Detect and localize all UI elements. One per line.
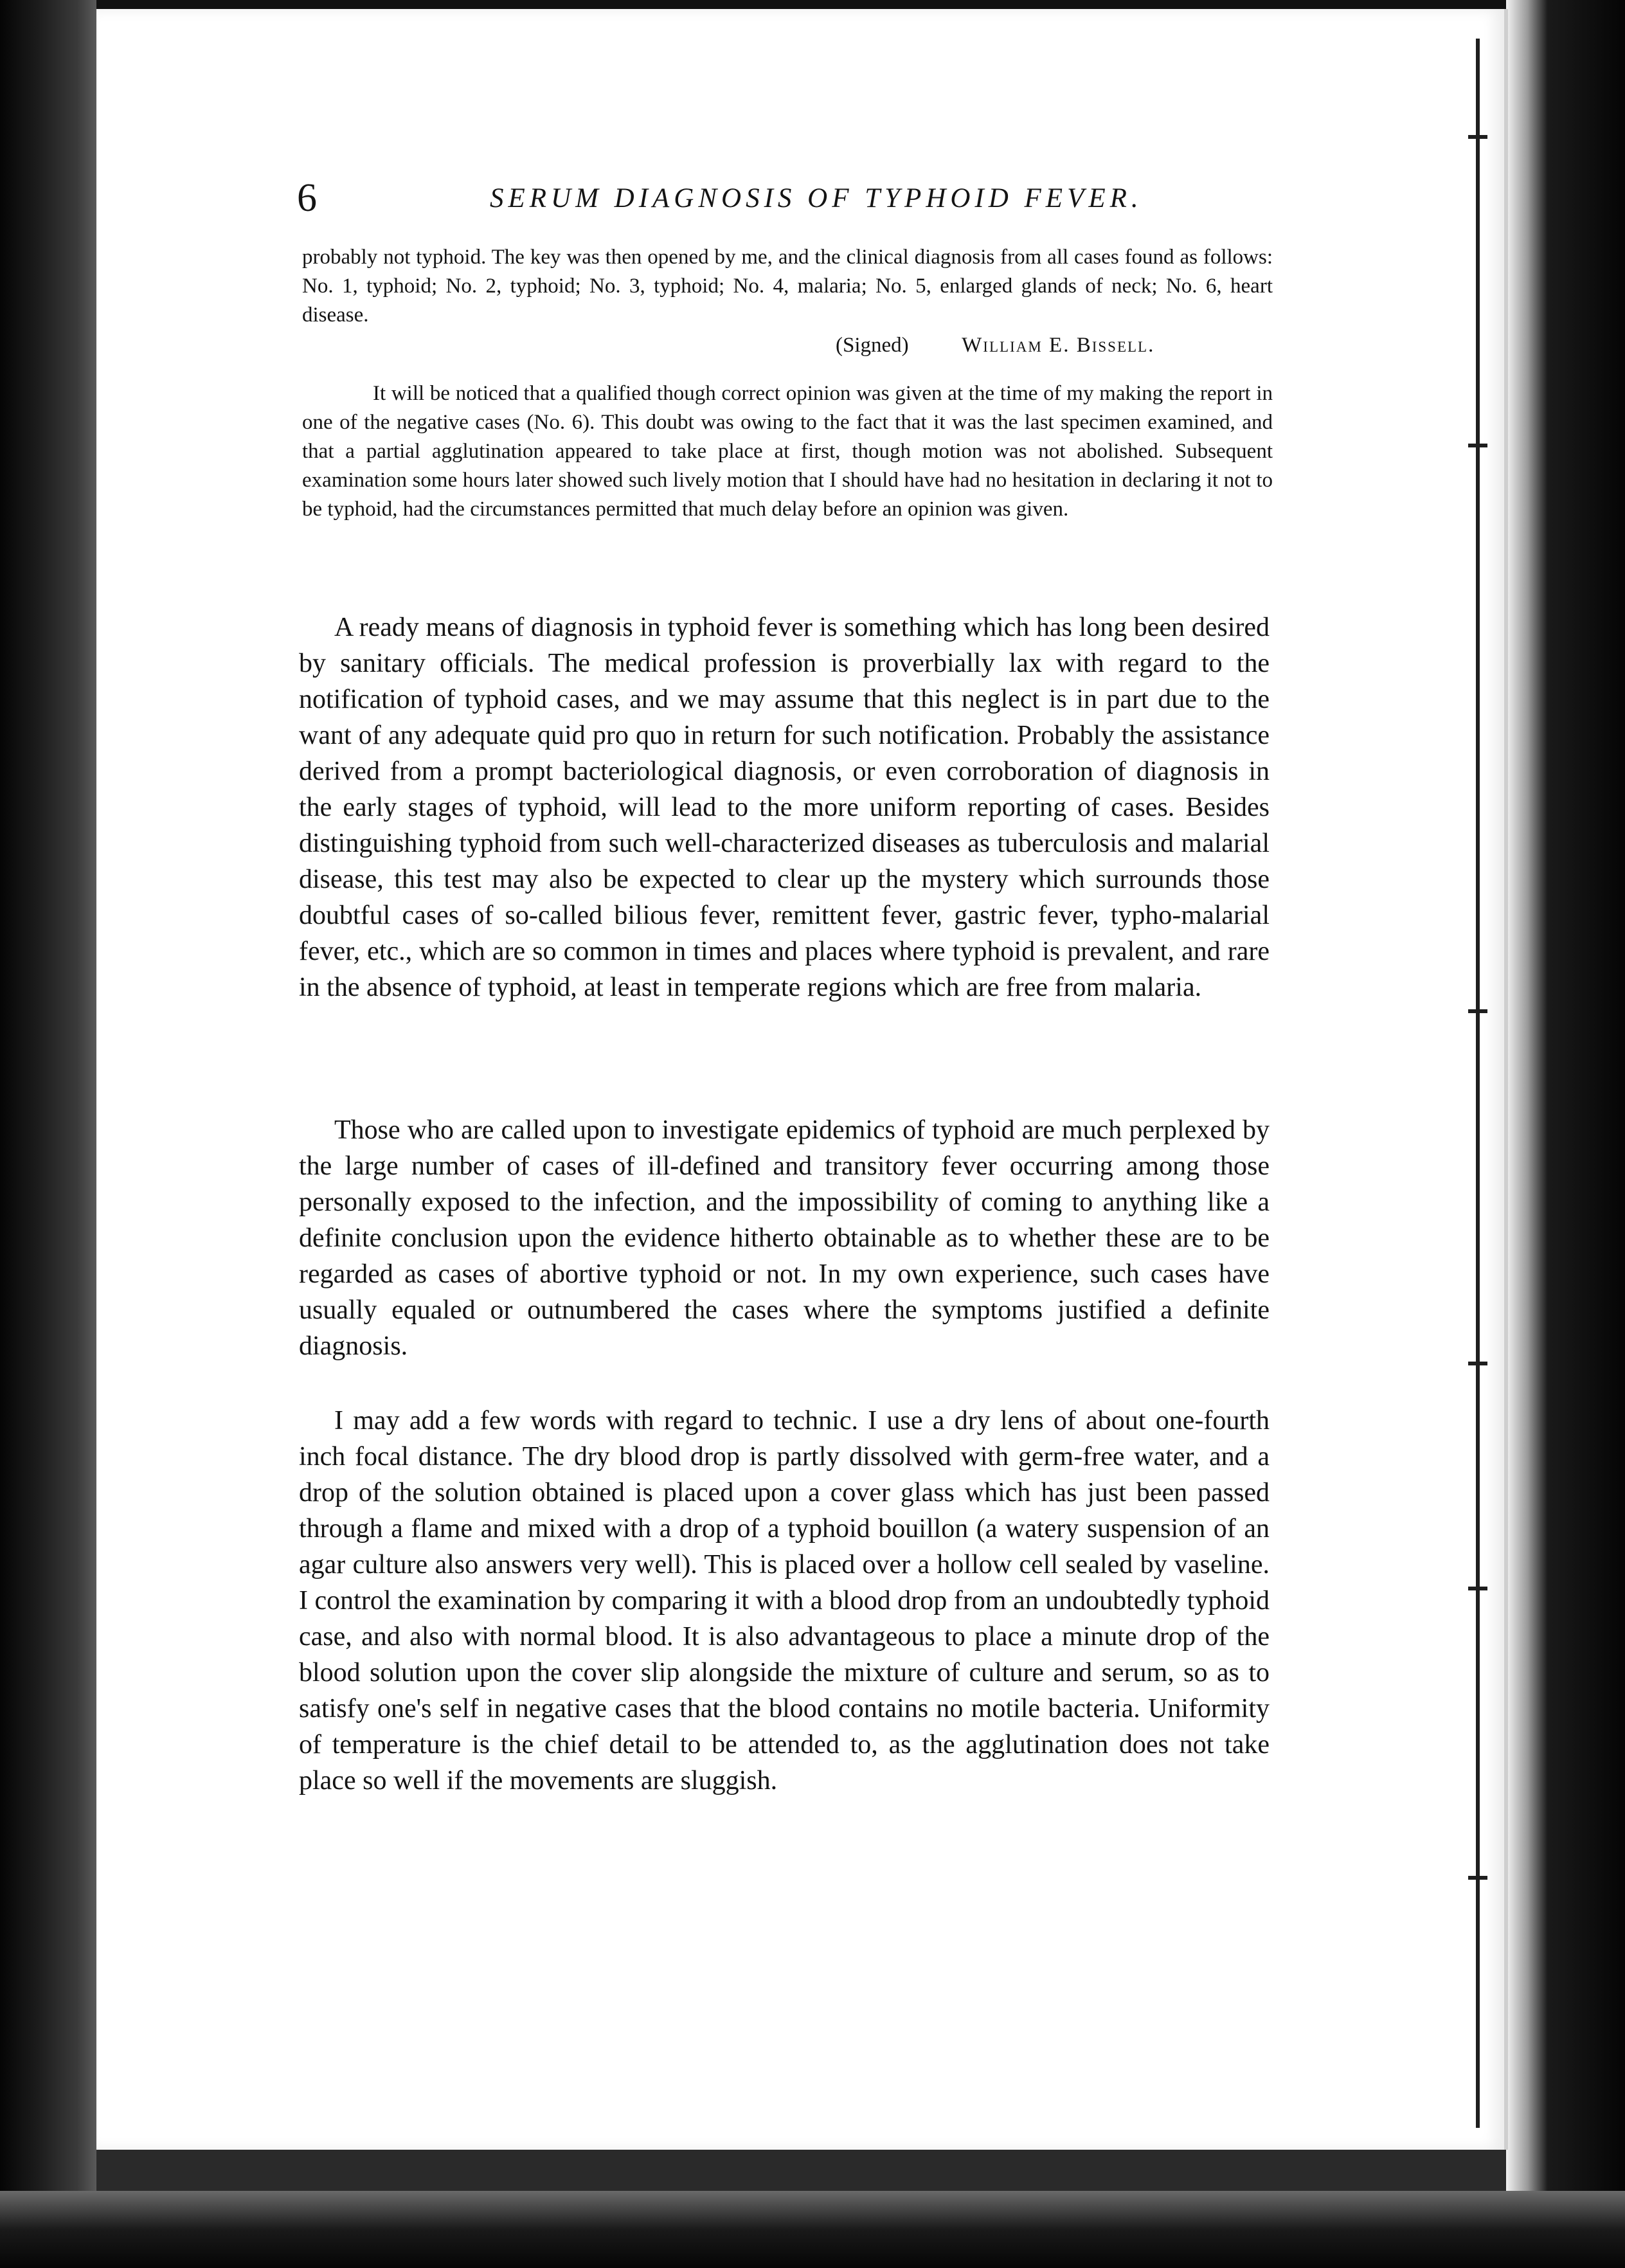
binding-tick	[1468, 1587, 1487, 1590]
running-head: SERUM DIAGNOSIS OF TYPHOID FEVER.	[490, 183, 1143, 213]
binding-tick	[1468, 1362, 1487, 1365]
body-paragraph-2: Those who are called upon to investigate epidemics of typhoid are much perplexed by the large number of cases of ill-defined and transitory fever occurring among those personally exposed to the infection, and the impossibility of coming to anything like a definite conclusion upon the evidence hitherto obtainable as to whether these are to be regarded as cases of abortive typhoid or not. In my own experience, such cases have usually equaled or outnumbered the cases where the symptoms justified a definite diagnosis.	[299, 1115, 1270, 1361]
binding-tick	[1468, 1009, 1487, 1013]
scan-top-edge	[0, 0, 1625, 9]
author-note: It will be noticed that a qualified though correct opinion was given at the time of my making the report in one of the negative cases (No. 6). This doubt was owing to the fact that it was the last specimen examined, and that a partial agglutination appeared to take place at first, though motion was not abolished. Subsequent examination some hours later showed such lively motion that I should have had no hesitation in declaring it not to be typhoid, had the circumstances permitted that much delay before an opinion was given.	[302, 382, 1273, 521]
signed-label: (Signed)	[836, 334, 909, 357]
document-page	[96, 9, 1508, 2150]
page-number: 6	[297, 176, 317, 220]
binding-tick	[1468, 444, 1487, 447]
signature-name: William E. Bissell.	[962, 334, 1155, 357]
body-paragraph-3: I may add a few words with regard to technic. I use a dry lens of about one-fourth inch focal distance. The dry blood drop is partly dissolved with germ-free water, and a drop of the solution obtained is placed upon a cover glass which has just been passed through a flame and mixed with a drop of a typhoid bouillon (a watery suspension of an agar culture also answers very well). This is placed over a hollow cell sealed by vaseline. I control the examination by comparing it with a blood drop from an undoubtedly typhoid case, and also with normal blood. It is also advantageous to place a minute drop of the blood solution upon the cover slip alongside the mixture of culture and serum, so as to satisfy one's self in negative cases that the blood contains no motile bacteria. Uniformity of temperature is the chief detail to be attended to, as the agglutination does not take place so well if the movements are sluggish.	[299, 1406, 1270, 1796]
scan-right-edge	[1506, 0, 1625, 2268]
signature-line	[836, 331, 1286, 360]
binding-tick	[1468, 1876, 1487, 1880]
page-header	[297, 172, 1274, 224]
scan-bottom-edge	[0, 2191, 1625, 2268]
binding-spine-line	[1476, 39, 1480, 2128]
report-paragraph: probably not typhoid. The key was then opened by me, and the clinical diagnosis from all cases found as follows: No. 1, typhoid; No. 2, typhoid; No. 3, typhoid; No. 4, malaria; No. 5, enlarged glands of neck; No. 6, heart disease.	[302, 246, 1273, 327]
scan-left-edge	[0, 0, 96, 2268]
binding-tick	[1468, 135, 1487, 139]
body-paragraph-1: A ready means of diagnosis in typhoid fever is something which has long been desired by sanitary officials. The medical profession is proverbially lax with regard to the notification of typhoid cases, and we may assume that this neglect is in part due to the want of any adequate quid pro quo in return for such notification. Probably the assistance derived from a prompt bacteriological diagnosis, or even corroboration of diagnosis in the early stages of typhoid, will lead to the more uniform reporting of cases. Besides distinguishing typhoid from such well-characterized diseases as tuberculosis and malarial disease, this test may also be expected to clear up the mystery which surrounds those doubtful cases of so-called bilious fever, remittent fever, gastric fever, typho-malarial fever, etc., which are so common in times and places where typhoid is prevalent, and rare in the absence of typhoid, at least in temperate regions which are free from malaria.	[299, 613, 1270, 1002]
